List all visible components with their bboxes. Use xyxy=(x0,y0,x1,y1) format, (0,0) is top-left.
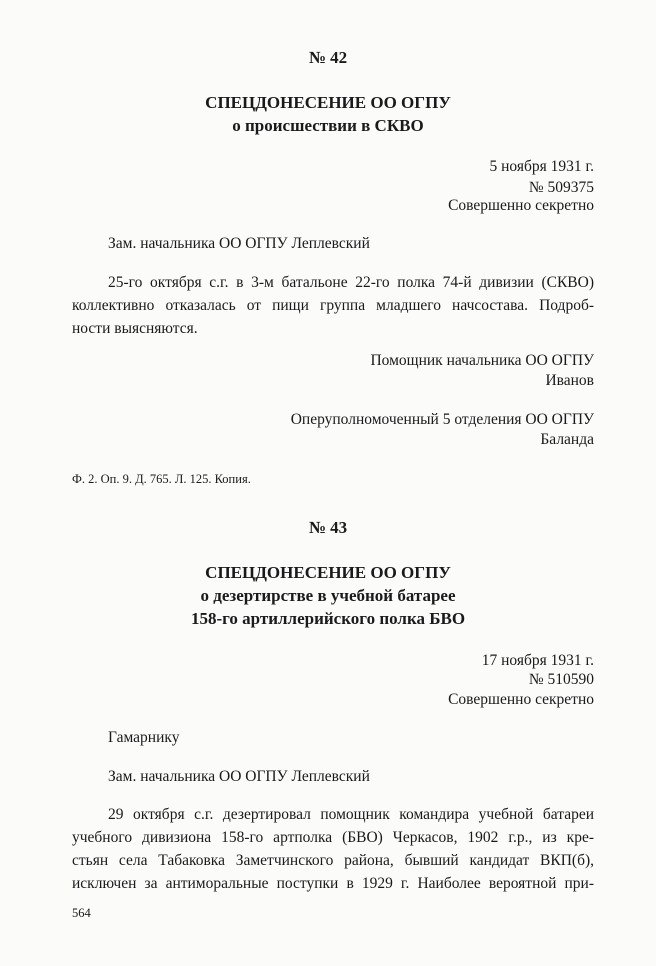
doc43-number: № 43 xyxy=(308,518,348,537)
doc42-classification: Совершенно секретно xyxy=(448,197,594,214)
doc43-classification: Совершенно секретно xyxy=(448,691,594,708)
doc42-source: Ф. 2. Оп. 9. Д. 765. Л. 125. Копия. xyxy=(72,472,251,486)
doc43-title-line2: о дезертирстве в учебной батарее xyxy=(200,586,456,605)
doc42-number: № 42 xyxy=(308,48,348,67)
doc43-body-line: учебного дивизиона 158-го артполка (БВО) Черкасов, 1902 г.р., из кре- xyxy=(72,829,594,846)
doc43-body-line: стьян села Табаковка Заметчинского района, бывший кандидат ВКП(б), xyxy=(72,852,594,869)
doc42-title-line1: СПЕЦДОНЕСЕНИЕ ОО ОГПУ xyxy=(205,93,451,112)
doc42-signer1-title: Помощник начальника ОО ОГПУ xyxy=(370,352,594,369)
doc43-body-line: 29 октября с.г. дезертировал помощник командира учебной батареи xyxy=(108,806,594,823)
doc42-signer1-name: Иванов xyxy=(545,372,594,389)
doc43-date: 17 ноября 1931 г. xyxy=(481,652,594,669)
doc43-body-line: исключен за антиморальные поступки в 1929 г. Наиболее вероятной при- xyxy=(72,875,594,892)
doc42-signer2-name: Баланда xyxy=(540,431,594,448)
doc43-reg-number: № 510590 xyxy=(528,671,594,688)
doc42-body xyxy=(72,271,594,340)
doc42-body-line: 25-го октября с.г. в 3-м батальоне 22-го полка 74-й дивизии (СКВО) xyxy=(108,274,594,291)
doc42-reg-number: № 509375 xyxy=(528,179,594,196)
doc42-addressee: Зам. начальника ОО ОГПУ Леплевский xyxy=(108,235,370,252)
page-number: 564 xyxy=(72,906,91,920)
doc43-recipient: Гамарнику xyxy=(108,729,180,746)
doc43-addressee: Зам. начальника ОО ОГПУ Леплевский xyxy=(108,768,370,785)
doc43-body xyxy=(72,803,594,895)
doc42-body-line: коллективно отказалась от пищи группа младшего начсостава. Подроб- xyxy=(72,297,594,314)
doc42-signer2-title: Оперуполномоченный 5 отделения ОО ОГПУ xyxy=(290,411,594,428)
doc42-title-line2: о происшествии в СКВО xyxy=(232,116,424,135)
doc42-body-line: ности выясняются. xyxy=(72,320,198,337)
doc42-date: 5 ноября 1931 г. xyxy=(489,158,594,175)
doc43-title-line1: СПЕЦДОНЕСЕНИЕ ОО ОГПУ xyxy=(205,563,451,582)
doc43-title-line3: 158-го артиллерийского полка БВО xyxy=(190,609,466,628)
